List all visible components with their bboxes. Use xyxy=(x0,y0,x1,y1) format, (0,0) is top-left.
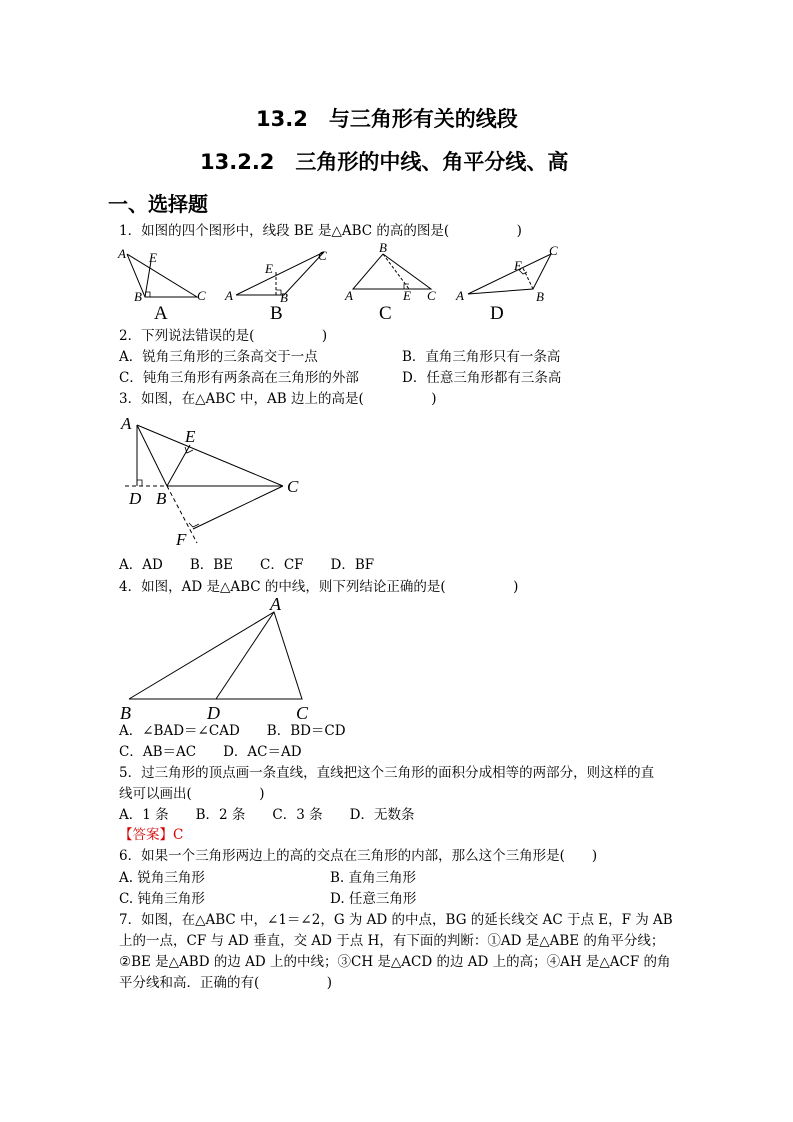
q1d-point-b: B xyxy=(536,289,544,302)
q3-point-d: D xyxy=(129,489,142,508)
q1b-point-e: E xyxy=(265,261,273,276)
q1a-point-c: C xyxy=(197,288,206,302)
q3-stem: 3．如图，在△ABC 中，AB 边上的高是( ) xyxy=(119,391,437,407)
q1-figure-c-label: C xyxy=(379,303,392,324)
q3-point-f: F xyxy=(176,530,187,549)
q4-point-a: A xyxy=(270,594,281,614)
q1-figure-b-label: B xyxy=(270,303,283,324)
q1b-point-b: B xyxy=(280,290,288,302)
q3-point-c: C xyxy=(287,477,299,496)
q1-figure-d xyxy=(453,242,568,302)
page-title: 13.2 与三角形有关的线段 xyxy=(256,107,518,131)
q1a-point-a: A xyxy=(118,246,126,261)
q3-point-b: B xyxy=(156,489,167,508)
q4-point-b: B xyxy=(120,703,131,722)
q1d-point-e: E xyxy=(514,258,522,273)
q1c-point-e: E xyxy=(403,288,411,302)
q1c-point-c: C xyxy=(427,288,436,302)
q5-answer: 【答案】C xyxy=(119,827,184,843)
q1b-point-a: A xyxy=(225,288,233,302)
q1-stem: 1．如图的四个图形中，线段 BE 是△ABC 的高的图是( ) xyxy=(119,223,522,239)
q4-figure xyxy=(112,594,322,722)
q1c-point-a: A xyxy=(345,288,353,302)
q2-stem: 2．下列说法错误的是( ) xyxy=(119,328,328,344)
q6-option-b: B. 直角三角形 xyxy=(330,870,417,886)
section-heading: 一、选择题 xyxy=(108,192,208,216)
q1-figure-d-label: D xyxy=(490,303,504,324)
q3-point-e: E xyxy=(185,427,196,446)
q5-stem-line1: 5．过三角形的顶点画一条直线，直线把这个三角形的面积分成相等的两部分，则这样的直 xyxy=(119,765,655,781)
q4-point-c: C xyxy=(296,703,309,722)
q1-figure-c xyxy=(343,242,443,302)
q1d-point-a: A xyxy=(456,288,464,302)
q1-figure-b xyxy=(222,242,337,302)
q4-options-line1: A．∠BAD＝∠CAD B．BD＝CD xyxy=(119,723,346,739)
q7-line3: ②BE 是△ABD 的边 AD 上的中线；③CH 是△ACD 的边 AD 上的高；④AH 是△ACF 的角 xyxy=(119,954,671,970)
q3-figure xyxy=(115,413,315,553)
q5-stem-line2: 线可以画出( ) xyxy=(119,786,265,802)
q3-options: A．AD B．BE C．CF D．BF xyxy=(119,557,375,573)
q2-option-a: A．锐角三角形的三条高交于一点 xyxy=(119,349,318,365)
q5-options: A．1 条 B．2 条 C．3 条 D．无数条 xyxy=(119,807,415,823)
q4-options-line2: C．AB＝AC D．AC＝AD xyxy=(119,744,302,760)
q1d-point-c: C xyxy=(549,243,558,258)
page-subtitle: 13.2.2 三角形的中线、角平分线、高 xyxy=(200,150,569,174)
q2-option-c: C．钝角三角形有两条高在三角形的外部 xyxy=(119,370,359,386)
q1a-point-b: B xyxy=(134,289,142,302)
q1c-point-b: B xyxy=(379,242,387,255)
q2-option-d: D．任意三角形都有三条高 xyxy=(402,370,562,386)
q1-figure-a xyxy=(115,242,215,302)
q1b-point-c: C xyxy=(318,248,327,263)
q6-option-c: C. 钝角三角形 xyxy=(119,891,205,907)
q6-stem: 6．如果一个三角形两边上的高的交点在三角形的内部，那么这个三角形是( ) xyxy=(119,848,598,864)
q7-line4: 平分线和高．正确的有( ) xyxy=(119,975,333,991)
q1a-point-e: E xyxy=(149,250,157,265)
q1-figure-a-label: A xyxy=(154,303,168,324)
q4-point-d: D xyxy=(207,703,220,722)
q6-option-a: A. 锐角三角形 xyxy=(119,870,205,886)
q7-line2: 上的一点，CF 与 AD 垂直，交 AD 于点 H，有下面的判断：①AD 是△ABE 的角平分线； xyxy=(119,933,665,949)
q7-line1: 7．如图，在△ABC 中，∠1＝∠2，G 为 AD 的中点，BG 的延长线交 AC 于点 E，F 为 AB xyxy=(119,912,673,928)
q2-option-b: B．直角三角形只有一条高 xyxy=(402,349,561,365)
q3-point-a: A xyxy=(121,414,132,433)
q4-stem: 4．如图，AD 是△ABC 的中线，则下列结论正确的是( ) xyxy=(119,579,519,595)
q6-option-d: D. 任意三角形 xyxy=(330,891,417,907)
